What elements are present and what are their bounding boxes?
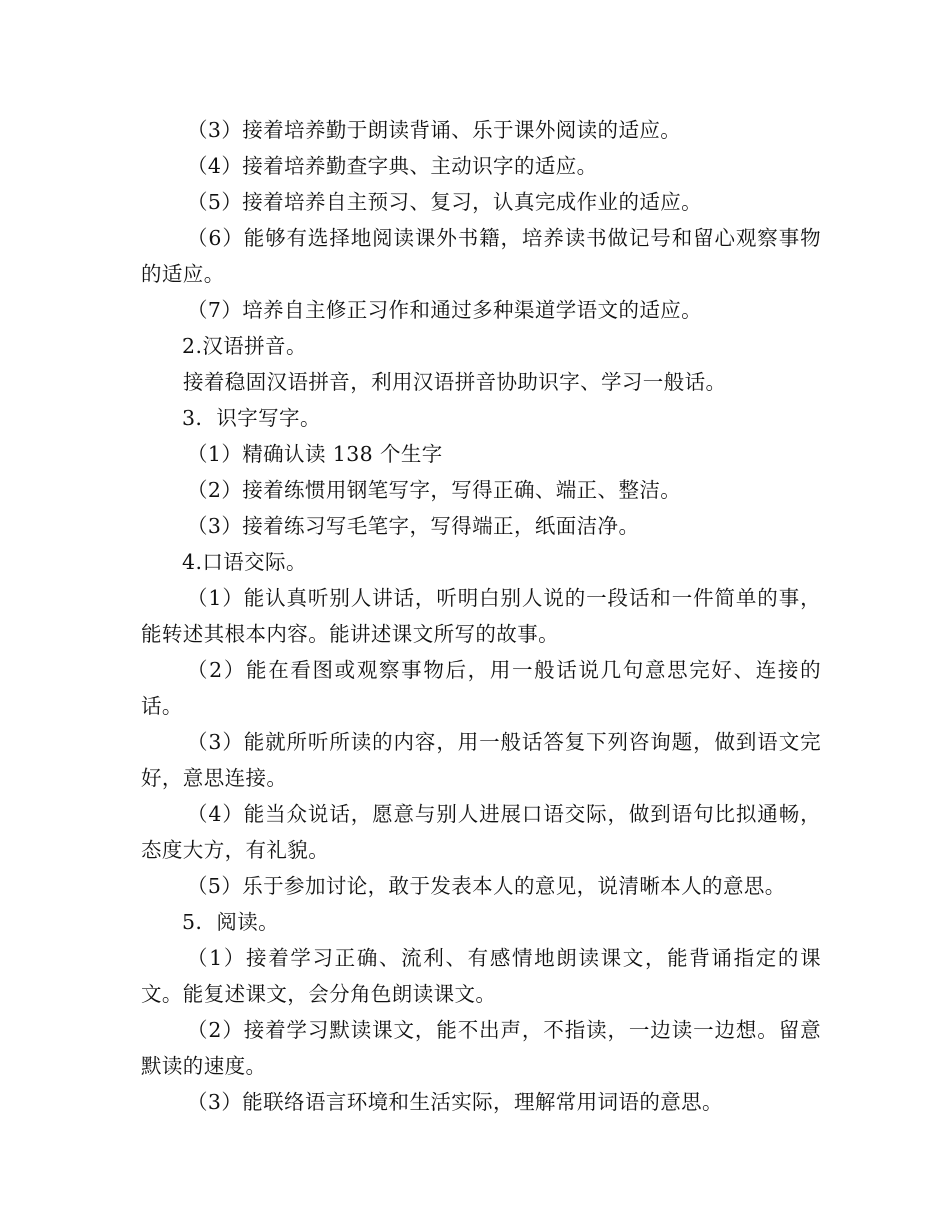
paragraph: 4.口语交际。 bbox=[182, 550, 307, 574]
paragraph: （2）接着学习默读课文，能不出声，不指读，一边读一边想。留意默读的速度。 bbox=[141, 1018, 821, 1078]
paragraph: （1）能认真听别人讲话，听明白别人说的一段话和一件简单的事，能转述其根本内容。能讲述课文所写的故事。 bbox=[141, 586, 821, 646]
paragraph: （5）乐于参加讨论，敢于发表本人的意见，说清晰本人的意思。 bbox=[187, 874, 786, 898]
paragraph: （3）能联络语言环境和生活实际，理解常用词语的意思。 bbox=[187, 1090, 723, 1114]
paragraph: （1）精确认读 138 个生字 bbox=[187, 442, 443, 466]
paragraph: （2）接着练惯用钢笔写字，写得正确、端正、整洁。 bbox=[187, 478, 682, 502]
paragraph: （4）能当众说话，愿意与别人进展口语交际，做到语句比拟通畅，态度大方，有礼貌。 bbox=[141, 802, 821, 862]
paragraph: （4）接着培养勤查字典、主动识字的适应。 bbox=[187, 154, 598, 178]
paragraph: （6）能够有选择地阅读课外书籍，培养读书做记号和留心观察事物的适应。 bbox=[141, 226, 821, 286]
paragraph: 3．识字写字。 bbox=[182, 406, 321, 430]
paragraph: （1）接着学习正确、流利、有感情地朗读课文，能背诵指定的课文。能复述课文，会分角色朗读课文。 bbox=[141, 946, 821, 1006]
paragraph: （7）培养自主修正习作和通过多种渠道学语文的适应。 bbox=[187, 298, 703, 322]
paragraph: 接着稳固汉语拼音，利用汉语拼音协助识字、学习一般话。 bbox=[183, 370, 727, 394]
document-body bbox=[141, 112, 821, 1120]
paragraph: 2.汉语拼音。 bbox=[182, 334, 307, 358]
paragraph: （3）接着练习写毛笔字，写得端正，纸面洁净。 bbox=[187, 514, 640, 538]
paragraph: （3）能就所听所读的内容，用一般话答复下列咨询题，做到语文完好，意思连接。 bbox=[141, 730, 821, 790]
paragraph: （5）接着培养自主预习、复习，认真完成作业的适应。 bbox=[187, 190, 703, 214]
paragraph: （3）接着培养勤于朗读背诵、乐于课外阅读的适应。 bbox=[187, 118, 682, 142]
paragraph: （2）能在看图或观察事物后，用一般话说几句意思完好、连接的话。 bbox=[141, 658, 821, 718]
paragraph: 5．阅读。 bbox=[182, 910, 280, 934]
